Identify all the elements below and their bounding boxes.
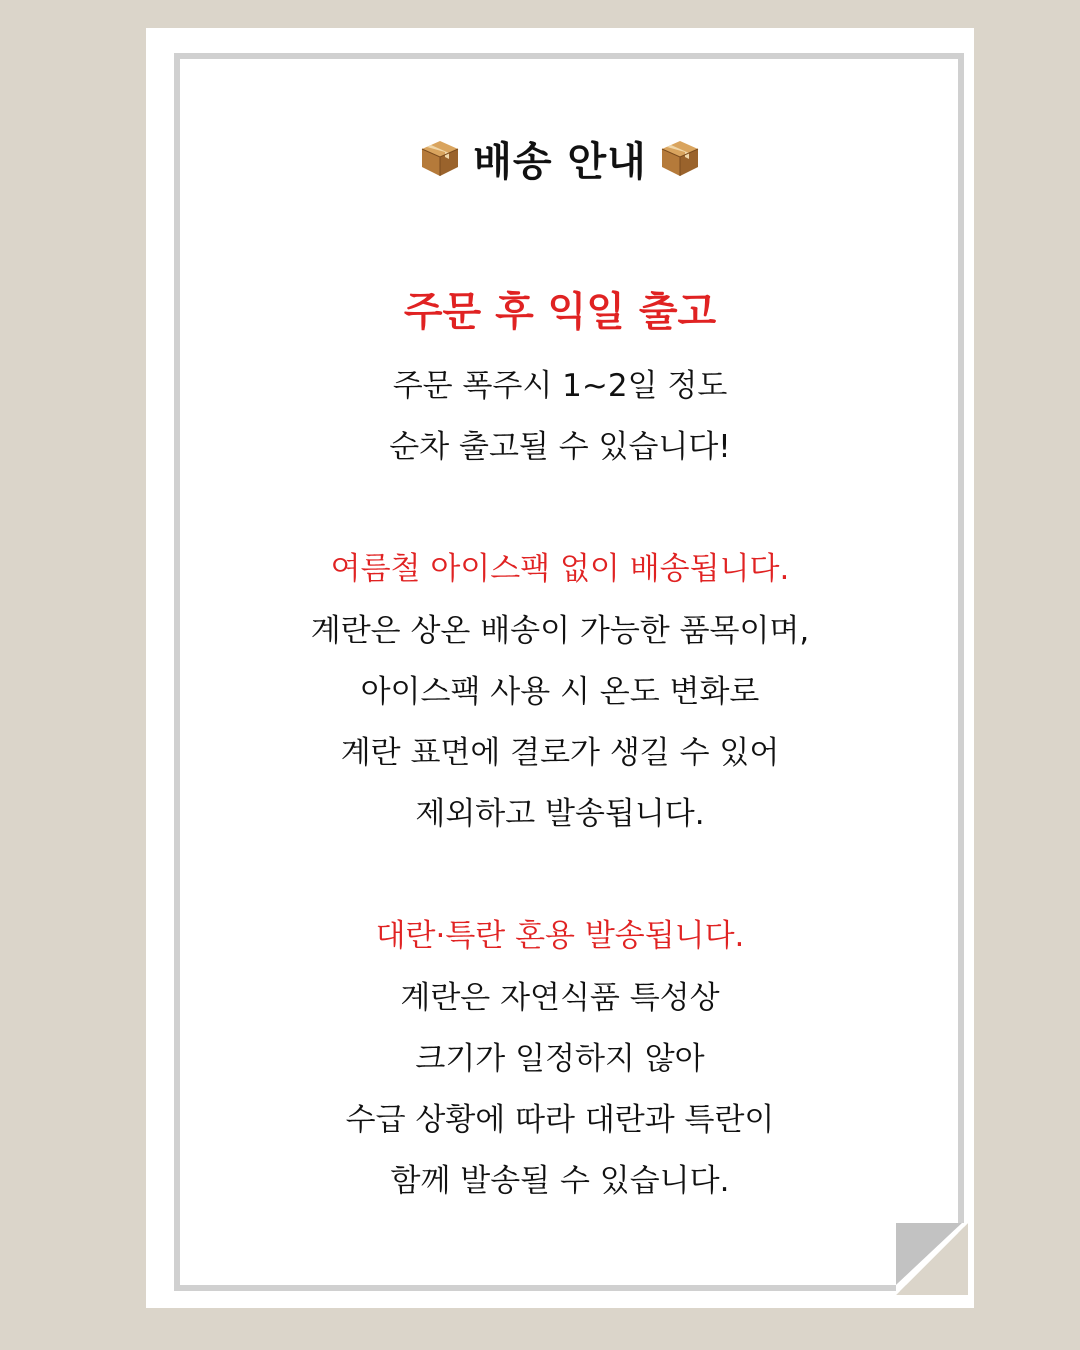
notice-paper xyxy=(146,28,974,1308)
section-text-line: 아이스팩 사용 시 온도 변화로 xyxy=(360,674,760,710)
package-icon xyxy=(659,137,701,179)
section-heading-mixed-sizes: 대란·특란 혼용 발송됩니다. xyxy=(375,918,745,954)
section-text-line: 계란은 자연식품 특성상 xyxy=(400,980,720,1016)
section-text-line: 함께 발송될 수 있습니다. xyxy=(390,1163,730,1199)
section-text-line: 계란 표면에 결로가 생길 수 있어 xyxy=(340,735,780,771)
section-heading-shipping-time: 주문 후 익일 출고 xyxy=(403,289,717,335)
section-text-line: 크기가 일정하지 않아 xyxy=(415,1041,705,1077)
package-icon xyxy=(419,137,461,179)
section-text-line: 제외하고 발송됩니다. xyxy=(415,796,705,832)
section-text-line: 수급 상황에 따라 대란과 특란이 xyxy=(345,1102,775,1138)
page-curl-icon xyxy=(896,1223,968,1295)
page-title: 배송 안내 xyxy=(473,138,647,185)
section-text-line: 계란은 상온 배송이 가능한 품목이며, xyxy=(310,613,810,649)
section-text-line: 주문 폭주시 1~2일 정도 xyxy=(392,368,728,404)
section-heading-no-icepack: 여름철 아이스팩 없이 배송됩니다. xyxy=(330,551,790,587)
section-text-line: 순차 출고될 수 있습니다! xyxy=(389,429,731,465)
title-row xyxy=(146,128,974,188)
